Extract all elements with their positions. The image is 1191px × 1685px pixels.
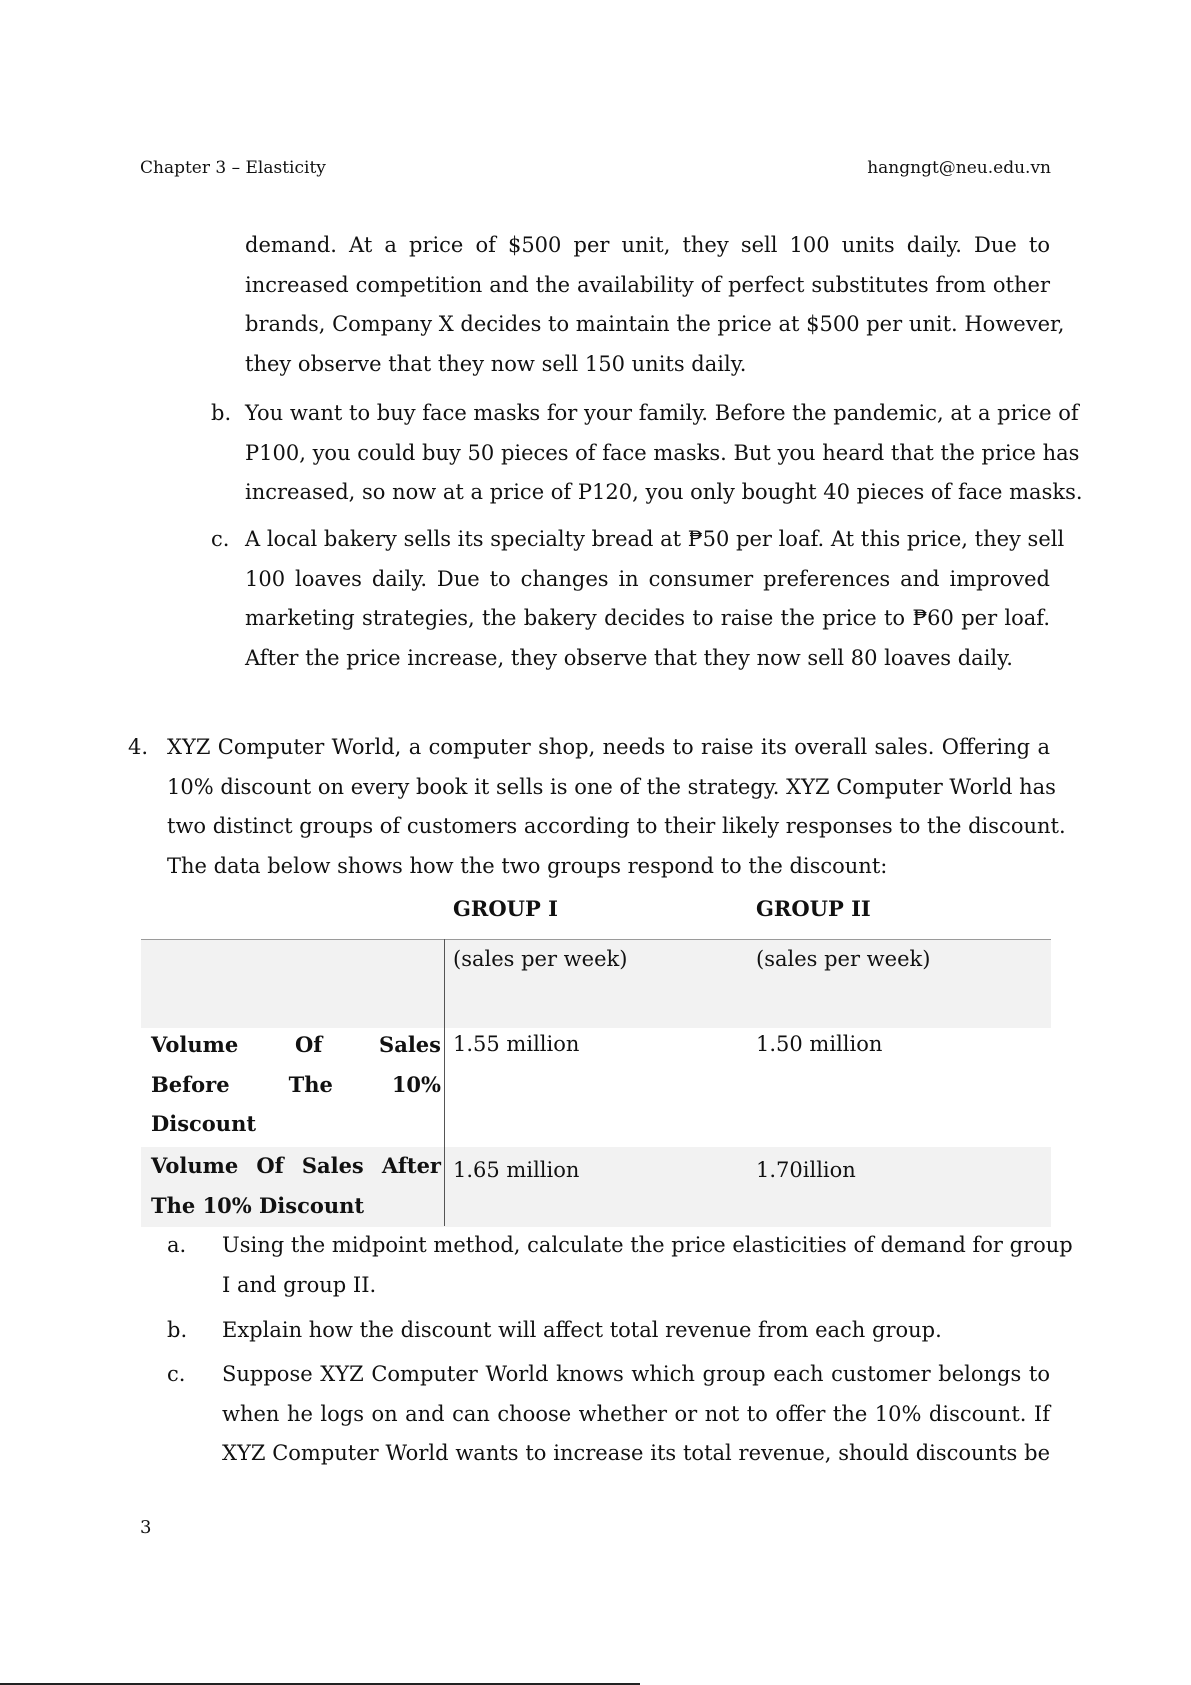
text-line: Using the midpoint method, calculate the price elasticities of demand for group [222, 1233, 1073, 1257]
row-label-line: Volume Of Sales After [151, 1153, 441, 1178]
text-line: 10% discount on every book it sells is one of the strategy. XYZ Computer World has [167, 774, 1056, 799]
item-b-text [245, 394, 1083, 513]
q4-item-c-text [222, 1355, 1050, 1474]
table-subheader-group-1: (sales per week) [453, 947, 628, 971]
running-header-email: hangngt@neu.edu.vn [867, 158, 1051, 178]
table-row-label [151, 1146, 441, 1225]
table-column-divider [444, 939, 445, 1226]
text-line: two distinct groups of customers according to their likely responses to the discount. [167, 814, 1066, 838]
row-label-line: Discount [151, 1111, 257, 1136]
table-header-group-2: GROUP II [756, 896, 871, 921]
text-line: XYZ Computer World wants to increase its total revenue, should discounts be [222, 1441, 1050, 1465]
item-c-label: c. [211, 527, 230, 551]
q4-item-a-label: a. [167, 1233, 187, 1257]
item-c-text [245, 520, 1065, 678]
table-header-group-1: GROUP I [453, 896, 558, 921]
text-line: Explain how the discount will affect total revenue from each group. [222, 1318, 942, 1342]
text-line: You want to buy face masks for your family. Before the pandemic, at a price of [245, 401, 1079, 425]
running-header-title: Chapter 3 – Elasticity [140, 158, 326, 178]
text-line: The data below shows how the two groups respond to the discount: [167, 853, 888, 878]
text-line: increased competition and the availability of perfect substitutes from other [245, 272, 1050, 297]
text-line: increased, so now at a price of P120, you only bought 40 pieces of face masks. [245, 480, 1083, 504]
q4-item-b-label: b. [167, 1318, 188, 1342]
row-label-line: Before The 10% [151, 1071, 441, 1097]
text-line: 100 loaves daily. Due to changes in consumer preferences and improved [245, 566, 1050, 591]
table-cell-group-1: 1.55 million [453, 1032, 580, 1056]
page-number: 3 [140, 1517, 152, 1538]
text-line: Suppose XYZ Computer World knows which group each customer belongs to [222, 1362, 1050, 1386]
item-a-continuation [245, 226, 1065, 384]
text-line: marketing strategies, the bakery decides to raise the price to ₱60 per loaf. [245, 606, 1050, 630]
text-line: I and group II. [222, 1272, 377, 1297]
row-label-line: Volume Of Sales [151, 1032, 441, 1057]
table-cell-group-2: 1.50 million [756, 1032, 883, 1056]
table-row-label [151, 1025, 441, 1144]
table-cell-group-2: 1.70illion [756, 1158, 856, 1182]
text-line: they observe that they now sell 150 units daily. [245, 351, 747, 376]
q4-item-c-label: c. [167, 1362, 186, 1386]
text-line: P100, you could buy 50 pieces of face masks. But you heard that the price has [245, 440, 1080, 465]
item-b-label: b. [211, 401, 232, 425]
row-label-line: The 10% Discount [151, 1192, 365, 1218]
question-4-text [167, 728, 1066, 886]
q4-item-b-text [222, 1311, 1050, 1351]
table-cell-group-1: 1.65 million [453, 1158, 580, 1182]
table-subheader-group-2: (sales per week) [756, 947, 931, 971]
q4-item-a-text [222, 1226, 1073, 1305]
text-line: when he logs on and can choose whether or not to offer the 10% discount. If [222, 1401, 1050, 1426]
text-line: After the price increase, they observe that they now sell 80 loaves daily. [245, 645, 1013, 670]
question-4-label: 4. [128, 735, 149, 759]
text-line: demand. At a price of $500 per unit, they sell 100 units daily. Due to [245, 233, 1050, 257]
text-line: brands, Company X decides to maintain the price at $500 per unit. However, [245, 312, 1065, 336]
sales-table [141, 939, 1051, 1227]
text-line: A local bakery sells its specialty bread at ₱50 per loaf. At this price, they sell [245, 527, 1065, 551]
text-line: XYZ Computer World, a computer shop, needs to raise its overall sales. Offering a [167, 735, 1050, 759]
